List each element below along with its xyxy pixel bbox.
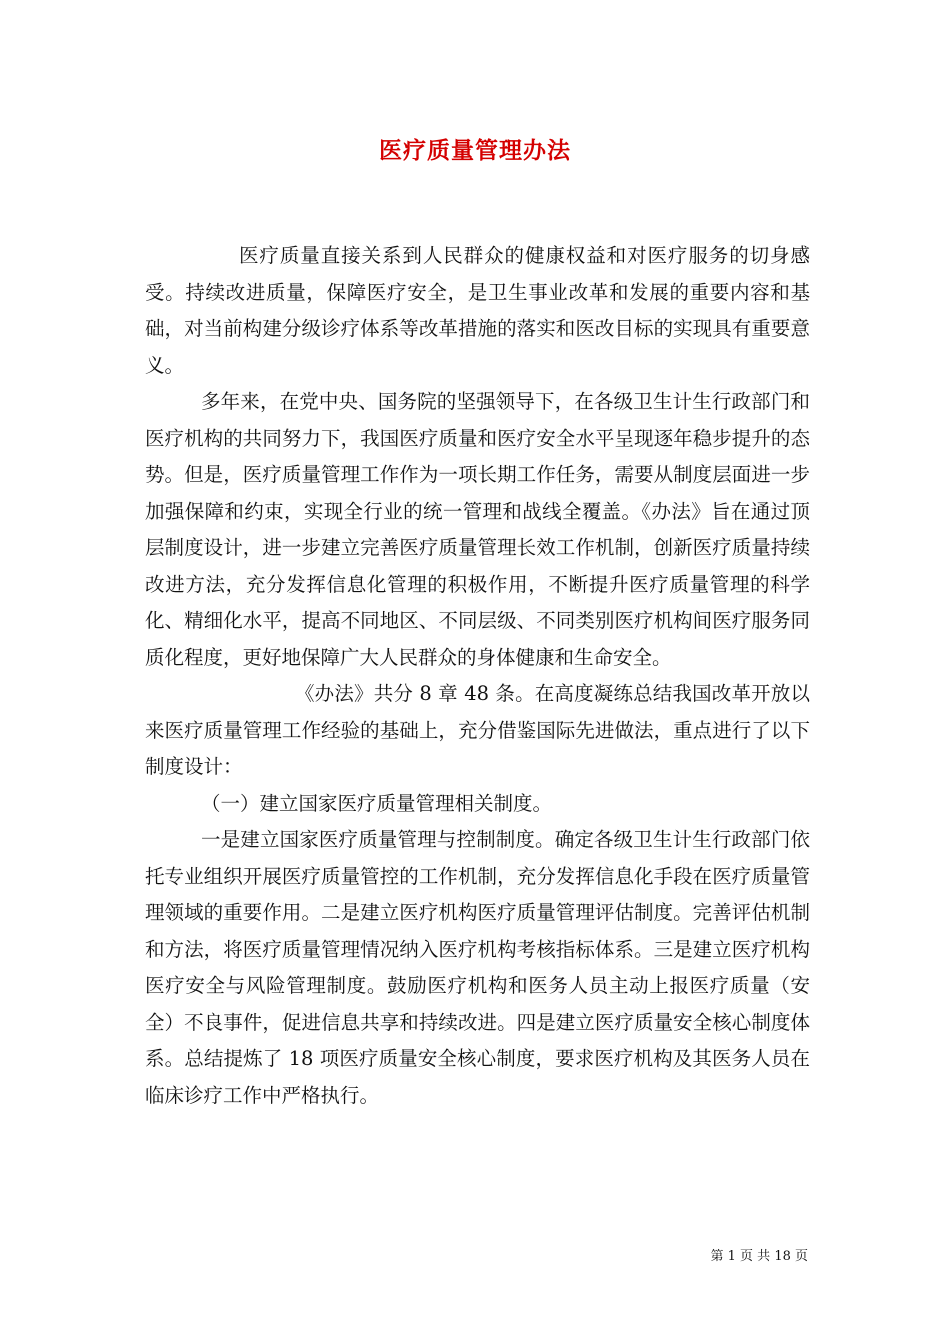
- paragraph-section-1: 一是建立国家医疗质量管理与控制制度。确定各级卫生计生行政部门依托专业组织开展医疗质量管控的工作机制，充分发挥信息化手段在医疗质量管理领域的重要作用。二是建立医疗机构医疗质量管理评估制度。完善评估机制和方法，将医疗质量管理情况纳入医疗机构考核指标体系。三是建立医疗机构医疗安全与风险管理制度。鼓励医疗机构和医务人员主动上报医疗质量（安全）不良事件，促进信息共享和持续改进。四是建立医疗质量安全核心制度体系。总结提炼了 18 项医疗质量安全核心制度，要求医疗机构及其医务人员在临床诊疗工作中严格执行。: [145, 828, 810, 1107]
- paragraph-structure: 《办法》共分 8 章 48 条。在高度凝练总结我国改革开放以来医疗质量管理工作经验的基础上，充分借鉴国际先进做法，重点进行了以下制度设计：: [145, 682, 810, 778]
- document-body: [145, 238, 810, 1114]
- section-heading-1: （一）建立国家医疗质量管理相关制度。: [201, 791, 553, 815]
- page-number: 第 1 页 共 18 页: [710, 1249, 808, 1264]
- paragraph-intro: 医疗质量直接关系到人民群众的健康权益和对医疗服务的切身感受。持续改进质量，保障医疗安全，是卫生事业改革和发展的重要内容和基础，对当前构建分级诊疗体系等改革措施的落实和医改目标的实现具有重要意义。: [145, 244, 810, 377]
- paragraph-background: 多年来，在党中央、国务院的坚强领导下，在各级卫生计生行政部门和医疗机构的共同努力下，我国医疗质量和医疗安全水平呈现逐年稳步提升的态势。但是，医疗质量管理工作作为一项长期工作任务，需要从制度层面进一步加强保障和约束，实现全行业的统一管理和战线全覆盖。《办法》旨在通过顶层制度设计，进一步建立完善医疗质量管理长效工作机制，创新医疗质量持续改进方法，充分发挥信息化管理的积极作用，不断提升医疗质量管理的科学化、精细化水平，提高不同地区、不同层级、不同类别医疗机构间医疗服务同质化程度，更好地保障广大人民群众的身体健康和生命安全。: [145, 390, 810, 669]
- document-title: 医疗质量管理办法: [379, 137, 571, 164]
